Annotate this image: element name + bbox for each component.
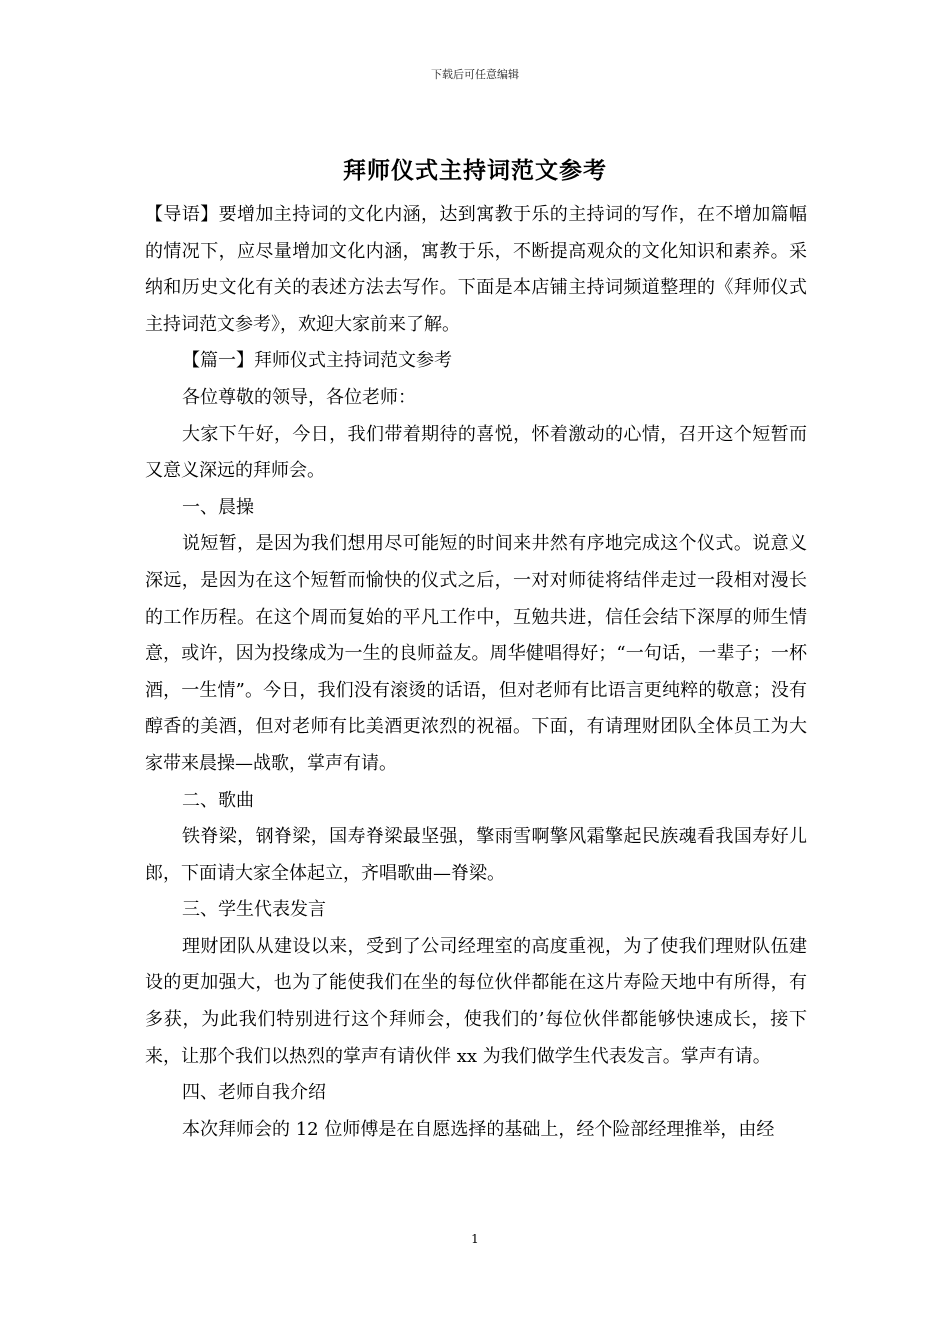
intro-paragraph: 【导语】要增加主持词的文化内涵，达到寓教于乐的主持词的写作，在不增加篇幅的情况下，应尽量增加文化内涵，寓教于乐，不断提高观众的文化知识和素养。采纳和历史文化有关的表述方法去写作。下面是本店铺主持词频道整理的《拜师仪式主持词范文参考》，欢迎大家前来了解。 bbox=[145, 204, 807, 335]
page-number: 1 bbox=[471, 1232, 479, 1246]
opening-paragraph: 大家下午好，今日，我们带着期待的喜悦，怀着激动的心情，召开这个短暂而又意义深远的拜师会。 bbox=[145, 423, 807, 482]
section-heading-morning-exercise: 一、晨操 bbox=[182, 496, 254, 518]
document-body bbox=[145, 197, 807, 1148]
salutation: 各位尊敬的领导，各位老师： bbox=[182, 386, 416, 408]
section-heading-part-one: 【篇一】拜师仪式主持词范文参考 bbox=[182, 350, 452, 372]
body-paragraph: 铁脊梁，钢脊梁，国寿脊梁最坚强，擎雨雪啊擎风霜擎起民族魂看我国寿好儿郎，下面请大家全体起立，齐唱歌曲—脊梁。 bbox=[145, 826, 807, 884]
body-paragraph: 理财团队从建设以来，受到了公司经理室的高度重视，为了使我们理财队伍建设的更加强大，也为了能使我们在坐的每位伙伴都能在这片寿险天地中有所得，有多获，为此我们特别进行这个拜师会，使我们的’每位伙伴都能够快速成长，接下来，让那个我们以热烈的掌声有请伙伴 xx 为我们做学生代表发言。掌声有请。 bbox=[145, 935, 807, 1067]
section-heading-song: 二、歌曲 bbox=[182, 789, 254, 811]
section-heading-student-speech: 三、学生代表发言 bbox=[182, 899, 326, 921]
document-title: 拜师仪式主持词范文参考 bbox=[343, 157, 607, 184]
body-paragraph: 说短暂，是因为我们想用尽可能短的时间来井然有序地完成这个仪式。说意义深远，是因为在这个短暂而愉快的仪式之后，一对对师徒将结伴走过一段相对漫长的工作历程。在这个周而复始的平凡工作中，互勉共进，信任会结下深厚的师生情意，或许，因为投缘成为一生的良师益友。周华健唱得好；“一句话，一辈子；一杯酒，一生情”。今日，我们没有滚烫的话语，但对老师有比语言更纯粹的敬意；没有醇香的美酒，但对老师有比美酒更浓烈的祝福。下面，有请理财团队全体员工为大家带来晨操—战歌，掌声有请。 bbox=[145, 533, 807, 774]
section-heading-teacher-intro: 四、老师自我介绍 bbox=[182, 1082, 326, 1104]
body-paragraph: 本次拜师会的 12 位师傅是在自愿选择的基础上，经个险部经理推举，由经 bbox=[182, 1118, 775, 1140]
page-header: 下载后可任意编辑 bbox=[431, 68, 519, 81]
